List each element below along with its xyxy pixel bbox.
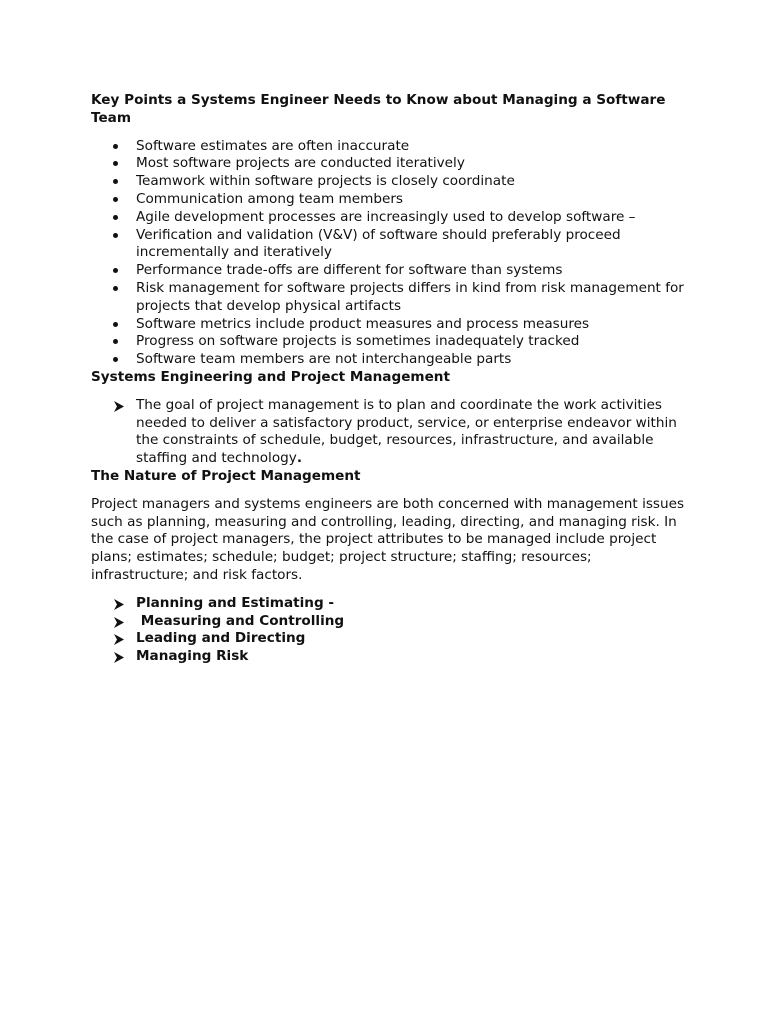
list-item: Managing Risk [91,648,691,666]
bullet-dot-icon [113,161,118,166]
bullet-dot-icon [113,233,118,238]
nature-paragraph: Project managers and systems engineers are both concerned with management issues such as planning, measuring and controlling, leading, directing, and managing risk. In the case of project managers, the project attributes to be managed include project plans; estimates; schedule; budget; project structure; staffing; resources; infrastructure; and risk factors. [91,495,685,583]
list-item [91,397,691,468]
bullet-dot-icon [113,179,118,184]
bullet-dot-icon [113,215,118,220]
nature-pm-heading: The Nature of Project Management [91,467,361,484]
list-item: Performance trade-offs are different for software than systems [91,262,691,280]
pm-activities-list [91,595,691,666]
arrowhead-bullet-icon [113,401,125,412]
bullet-dot-icon [113,322,118,327]
list-item: Teamwork within software projects is closely coordinate [91,173,691,191]
key-points-list [91,138,691,369]
list-item: Planning and Estimating - [91,595,691,613]
key-points-heading: Key Points a Systems Engineer Needs to Know about Managing a Software Team [91,92,666,126]
bullet-dot-icon [113,357,118,362]
list-item: Verification and validation (V&V) of software should preferably proceed incrementally and iteratively [91,227,691,263]
list-item: Software team members are not interchangeable parts [91,351,691,369]
list-item: Software estimates are often inaccurate [91,138,691,156]
list-item: Software metrics include product measures and process measures [91,316,691,334]
goal-period: . [296,450,303,467]
bullet-dot-icon [113,268,118,273]
arrowhead-bullet-icon [113,617,125,628]
bullet-dot-icon [113,339,118,344]
bullet-dot-icon [113,197,118,202]
list-item: Most software projects are conducted iteratively [91,155,691,173]
list-item: Measuring and Controlling [91,613,691,631]
document-body [91,92,691,666]
list-item: Communication among team members [91,191,691,209]
arrowhead-bullet-icon [113,599,125,610]
arrowhead-bullet-icon [113,652,125,663]
list-item: Progress on software projects is sometimes inadequately tracked [91,333,691,351]
bullet-dot-icon [113,144,118,149]
se-pm-heading: Systems Engineering and Project Management [91,368,450,385]
bullet-dot-icon [113,286,118,291]
goal-list [91,397,691,468]
list-item: Leading and Directing [91,630,691,648]
goal-text: The goal of project management is to plan and coordinate the work activities needed to deliver a satisfactory product, service, or enterprise endeavor within the constraints of schedule, budget, resources, infrastructure, and available staffing and technology [136,396,677,467]
arrowhead-bullet-icon [113,634,125,645]
list-item: Risk management for software projects differs in kind from risk management for projects that develop physical artifacts [91,280,691,316]
list-item: Agile development processes are increasingly used to develop software – [91,209,691,227]
